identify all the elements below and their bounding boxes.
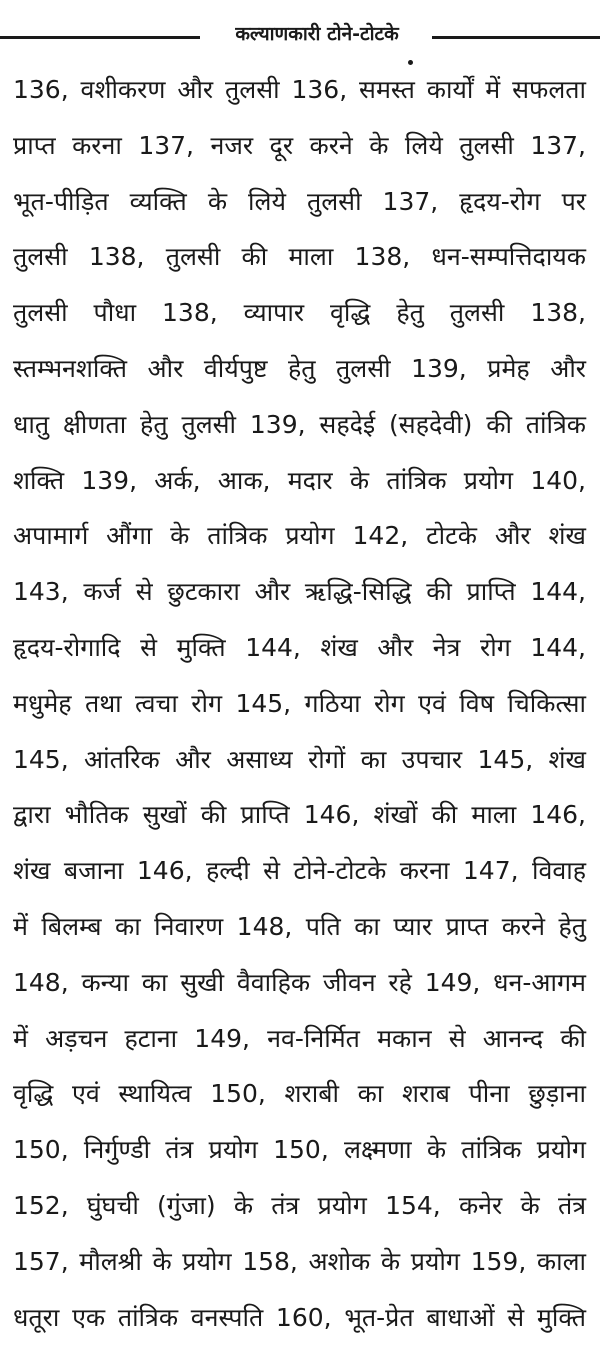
text-line: हृदय-रोगादि से मुक्ति 144, शंख और नेत्र रोग 144, <box>13 632 586 662</box>
text-line: तुलसी 138, तुलसी की माला 138, धन-सम्पत्तिदायक <box>13 242 586 272</box>
running-title: कल्याणकारी टोने-टोटके <box>235 23 399 45</box>
text-line: 143, कर्ज से छुटकारा और ऋद्धि-सिद्धि की प्राप्ति 144, <box>13 577 586 607</box>
text-line: द्वारा भौतिक सुखों की प्राप्ति 146, शंखों की माला 146, <box>13 800 586 830</box>
index-body-text <box>0 62 600 1345</box>
header-rule-right <box>432 36 600 39</box>
text-line: अपामार्ग औंगा के तांत्रिक प्रयोग 142, टोटके और शंख <box>13 521 586 551</box>
text-line: प्राप्त करना 137, नजर दूर करने के लिये तुलसी 137, <box>13 130 586 160</box>
text-line: 148, कन्या का सुखी वैवाहिक जीवन रहे 149, धन-आगम <box>13 967 586 997</box>
text-line: धतूरा एक तांत्रिक वनस्पति 160, भूत-प्रेत बाधाओं से मुक्ति <box>13 1302 586 1332</box>
text-line: स्तम्भनशक्ति और वीर्यपुष्ट हेतु तुलसी 139, प्रमेह और <box>13 353 586 383</box>
text-line: 157, मौलश्री के प्रयोग 158, अशोक के प्रयोग 159, काला <box>13 1246 586 1276</box>
text-line: 136, वशीकरण और तुलसी 136, समस्त कार्यों में सफलता <box>13 75 586 104</box>
text-line: में बिलम्ब का निवारण 148, पति का प्यार प्राप्त करने हेतु <box>13 911 586 941</box>
text-line: वृद्धि एवं स्थायित्व 150, शराबी का शराब पीना छुड़ाना <box>13 1079 586 1109</box>
text-line: 152, घुंघची (गुंजा) के तंत्र प्रयोग 154, कनेर के तंत्र <box>13 1190 586 1220</box>
text-line: शक्ति 139, अर्क, आक, मदार के तांत्रिक प्रयोग 140, <box>13 465 586 495</box>
text-line: में अड़चन हटाना 149, नव-निर्मित मकान से आनन्द की <box>13 1023 586 1053</box>
page-header <box>0 18 600 46</box>
text-line: 145, आंतरिक और असाध्य रोगों का उपचार 145, शंख <box>13 744 586 774</box>
text-line: धातु क्षीणता हेतु तुलसी 139, सहदेई (सहदेवी) की तांत्रिक <box>13 409 586 439</box>
text-line: 150, निर्गुण्डी तंत्र प्रयोग 150, लक्ष्मणा के तांत्रिक प्रयोग <box>13 1135 586 1165</box>
header-rule-left <box>0 36 200 39</box>
text-line: शंख बजाना 146, हल्दी से टोने-टोटके करना 147, विवाह <box>13 856 586 886</box>
text-line: मधुमेह तथा त्वचा रोग 145, गठिया रोग एवं विष चिकित्सा <box>13 688 586 718</box>
text-line: भूत-पीड़ित व्यक्ति के लिये तुलसी 137, हृदय-रोग पर <box>13 186 586 216</box>
text-line: तुलसी पौधा 138, व्यापार वृद्धि हेतु तुलसी 138, <box>13 298 586 328</box>
